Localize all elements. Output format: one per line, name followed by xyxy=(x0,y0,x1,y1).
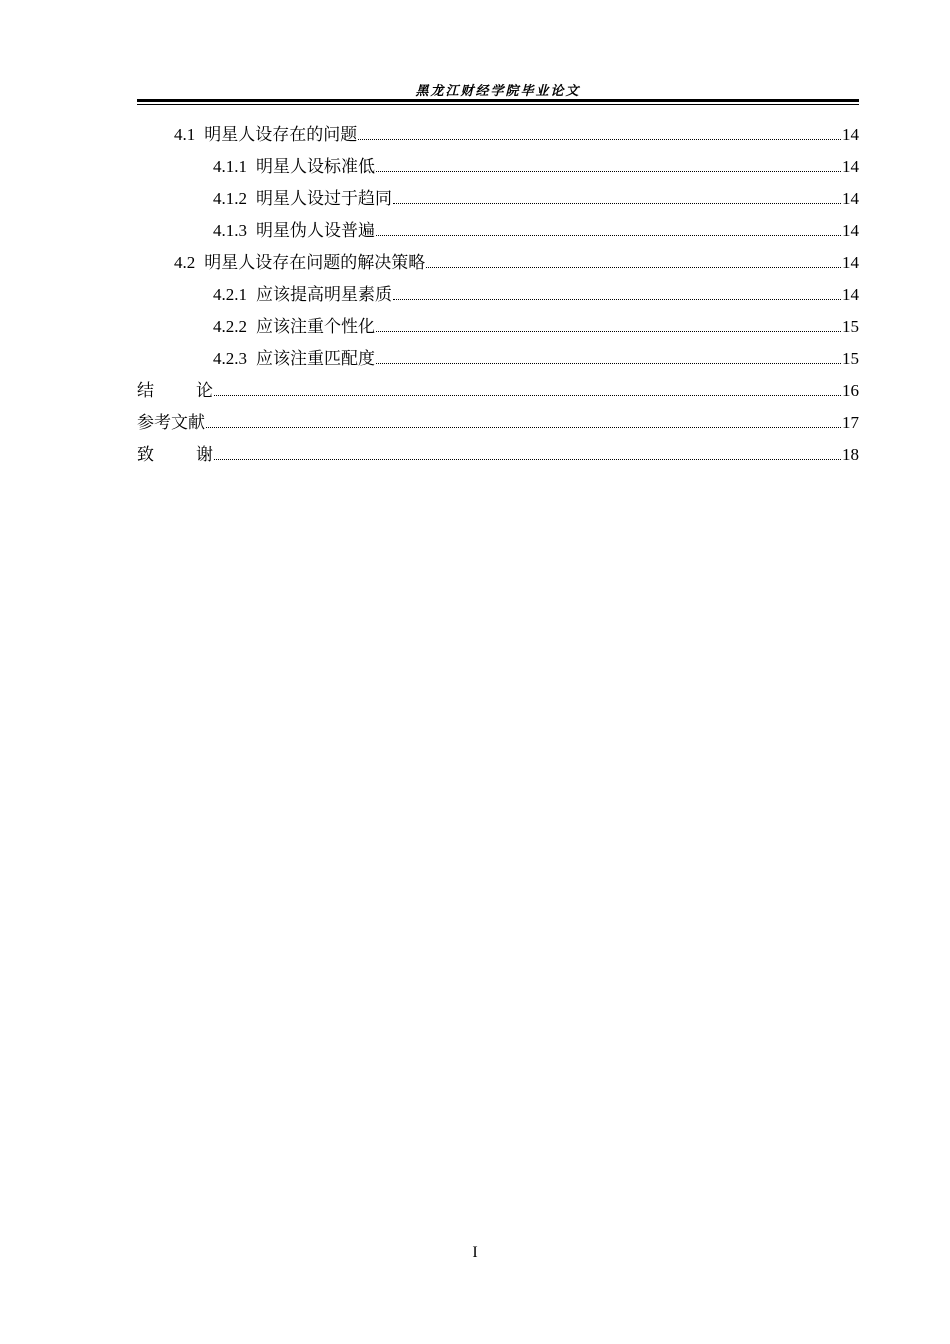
toc-dot-leader xyxy=(376,154,841,172)
toc-entry-page: 15 xyxy=(842,317,859,336)
toc-entry[interactable] xyxy=(137,122,859,154)
toc-entry-title: 明星人设存在问题的解决策略 xyxy=(204,253,426,272)
toc-entry-conclusion[interactable] xyxy=(137,378,859,410)
toc-title-char: 结 xyxy=(137,381,154,400)
toc-entry-number: 4.1.3 xyxy=(213,221,247,240)
toc-dot-leader xyxy=(376,218,841,236)
toc-title-char: 致 xyxy=(137,445,154,464)
toc-entry-number: 4.2.2 xyxy=(213,317,247,336)
toc-entry-page: 14 xyxy=(842,221,859,240)
header-rule-thick xyxy=(137,99,859,102)
toc-dot-leader xyxy=(376,314,841,332)
toc-title-char: 论 xyxy=(196,381,213,400)
toc-entry[interactable] xyxy=(137,154,859,186)
toc-dot-leader xyxy=(426,250,841,268)
toc-entry-page: 16 xyxy=(842,381,859,400)
toc-entry-title: 明星人设存在的问题 xyxy=(204,125,358,144)
toc-entry-number: 4.2 xyxy=(174,253,196,272)
page-header-title: 黑龙江财经学院毕业论文 xyxy=(415,83,581,98)
toc-entry-title: 参考文献 xyxy=(137,413,205,432)
toc-entry-page: 14 xyxy=(842,189,859,208)
toc-entry[interactable] xyxy=(137,250,859,282)
toc-entry-page: 14 xyxy=(842,157,859,176)
toc-entry-page: 14 xyxy=(842,253,859,272)
toc-entry-number: 4.1 xyxy=(174,125,196,144)
toc-entry-title xyxy=(137,379,213,403)
toc-dot-leader xyxy=(206,410,841,428)
toc-entry-title xyxy=(137,443,213,467)
toc-dot-leader xyxy=(376,346,841,364)
toc-entry-page: 14 xyxy=(842,125,859,144)
toc-dot-leader xyxy=(393,186,841,204)
footer-page-number: I xyxy=(472,1244,478,1261)
toc-entry-title: 明星伪人设普遍 xyxy=(256,221,375,240)
toc-entry[interactable] xyxy=(137,218,859,250)
toc-entry-title: 明星人设过于趋同 xyxy=(256,189,392,208)
toc-entry-number: 4.1.1 xyxy=(213,157,247,176)
toc-entry[interactable] xyxy=(137,346,859,378)
toc-entry-title: 明星人设标准低 xyxy=(256,157,375,176)
toc-entry[interactable] xyxy=(137,186,859,218)
toc-entry[interactable] xyxy=(137,314,859,346)
toc-dot-leader xyxy=(214,378,841,396)
toc-entry-number: 4.2.3 xyxy=(213,349,247,368)
toc-entry-title: 应该注重个性化 xyxy=(256,317,375,336)
header-rule-thin xyxy=(137,104,859,105)
toc-entry-title: 应该提高明星素质 xyxy=(256,285,392,304)
toc-entry-acknowledgements[interactable] xyxy=(137,442,859,474)
toc-entry-references[interactable] xyxy=(137,410,859,442)
toc-entry-page: 14 xyxy=(842,285,859,304)
toc-entry-page: 18 xyxy=(842,445,859,464)
toc-dot-leader xyxy=(214,442,841,460)
table-of-contents xyxy=(137,122,859,474)
toc-entry[interactable] xyxy=(137,282,859,314)
toc-entry-number: 4.2.1 xyxy=(213,285,247,304)
toc-entry-number: 4.1.2 xyxy=(213,189,247,208)
toc-dot-leader xyxy=(358,122,841,140)
toc-entry-page: 15 xyxy=(842,349,859,368)
toc-dot-leader xyxy=(393,282,841,300)
toc-entry-title: 应该注重匹配度 xyxy=(256,349,375,368)
toc-title-char: 谢 xyxy=(196,445,213,464)
toc-entry-page: 17 xyxy=(842,413,859,432)
